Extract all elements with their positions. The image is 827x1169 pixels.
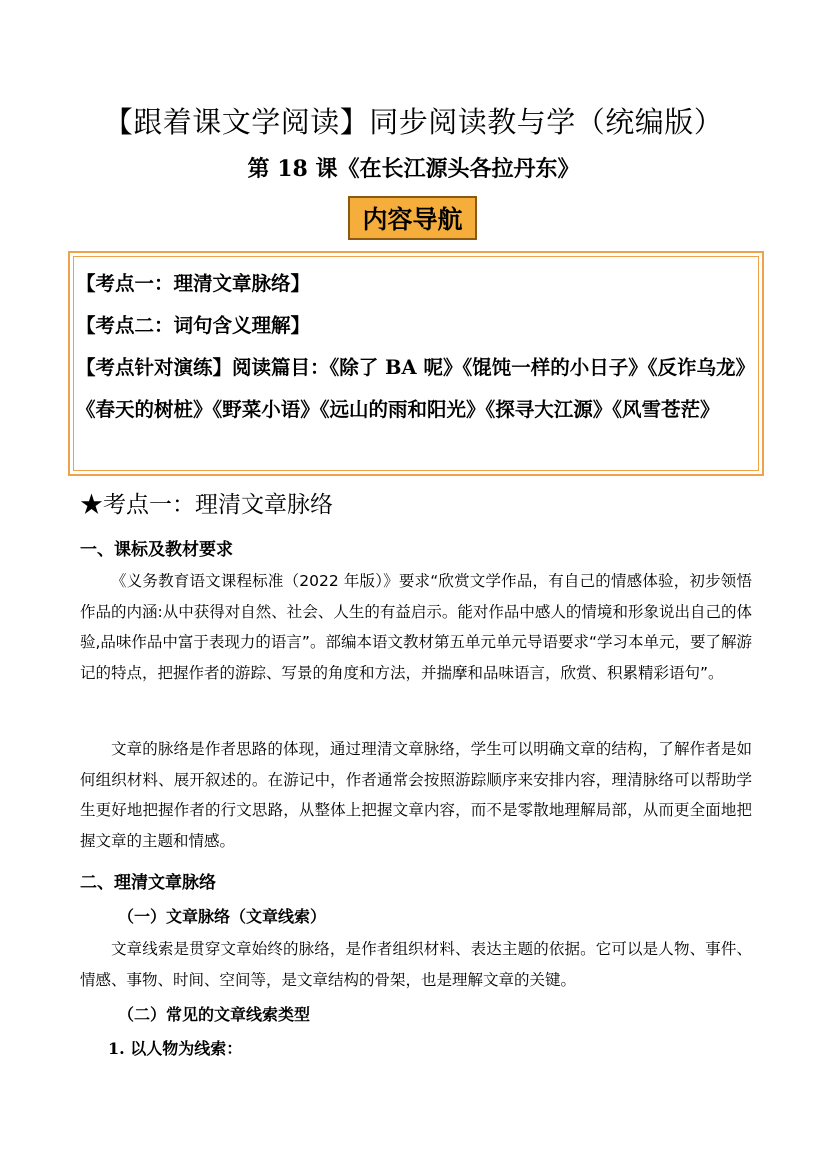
paragraph-context-importance: 文章的脉络是作者思路的体现，通过理清文章脉络，学生可以明确文章的结构，了解作者是如何组织材料、展开叙述的。在游记中，作者通常会按照游踪顺序来安排内容，理清脉络可以帮助学生更好地把握作者的行文思路，从整体上把握文章内容，而不是零散地理解局部，从而更全面地把握文章的主题和情感。: [80, 740, 752, 850]
heading-clarify-context: 二、理清文章脉络: [80, 873, 216, 893]
navigation-box: [68, 251, 764, 476]
navigation-list: [76, 263, 756, 431]
nav-item-point-one: 【考点一：理清文章脉络】: [76, 272, 311, 295]
section-heading-point-one: ★考点一：理清文章脉络: [80, 492, 333, 518]
document-title: 【跟着课文学阅读】同步阅读教与学（统编版）: [103, 105, 724, 139]
lesson-subtitle: 第 18 课《在长江源头各拉丹东》: [247, 156, 580, 182]
heading-curriculum-requirements: 一、课标及教材要求: [80, 540, 233, 560]
subheading-thread-types: （二）常见的文章线索类型: [118, 1005, 311, 1024]
subheading-article-thread: （一）文章脉络（文章线索）: [118, 907, 327, 926]
nav-item-point-two: 【考点二：词句含义理解】: [76, 314, 311, 337]
list-item-person-thread: 1. 以人物为线索：: [108, 1039, 243, 1058]
paragraph-thread-definition: 文章线索是贯穿文章始终的脉络，是作者组织材料、表达主题的依据。它可以是人物、事件、情感、事物、时间、空间等，是文章结构的骨架，也是理解文章的关键。: [80, 940, 752, 989]
content-navigation-badge: 内容导航: [348, 196, 477, 240]
paragraph-curriculum: 《义务教育语文课程标准（2022 年版）》要求“欣赏文学作品，有自己的情感体验，初步领悟作品的内涵:从中获得对自然、社会、人生的有益启示。能对作品中感人的情境和形象说出自己的体验,品味作品中富于表现力的语言”。部编本语文教材第五单元单元导语要求“学习本单元，要了解游记的特点，把握作者的游踪、写景的角度和方法，并揣摩和品味语言，欣赏、积累精彩语句”。: [80, 572, 752, 682]
nav-item-practice: 【考点针对演练】阅读篇目：《除了 BA 呢》《馄饨一样的小日子》《反诈乌龙》《春天的树桩》《野菜小语》《远山的雨和阳光》《探寻大江源》《风雪苍茫》: [76, 356, 755, 421]
